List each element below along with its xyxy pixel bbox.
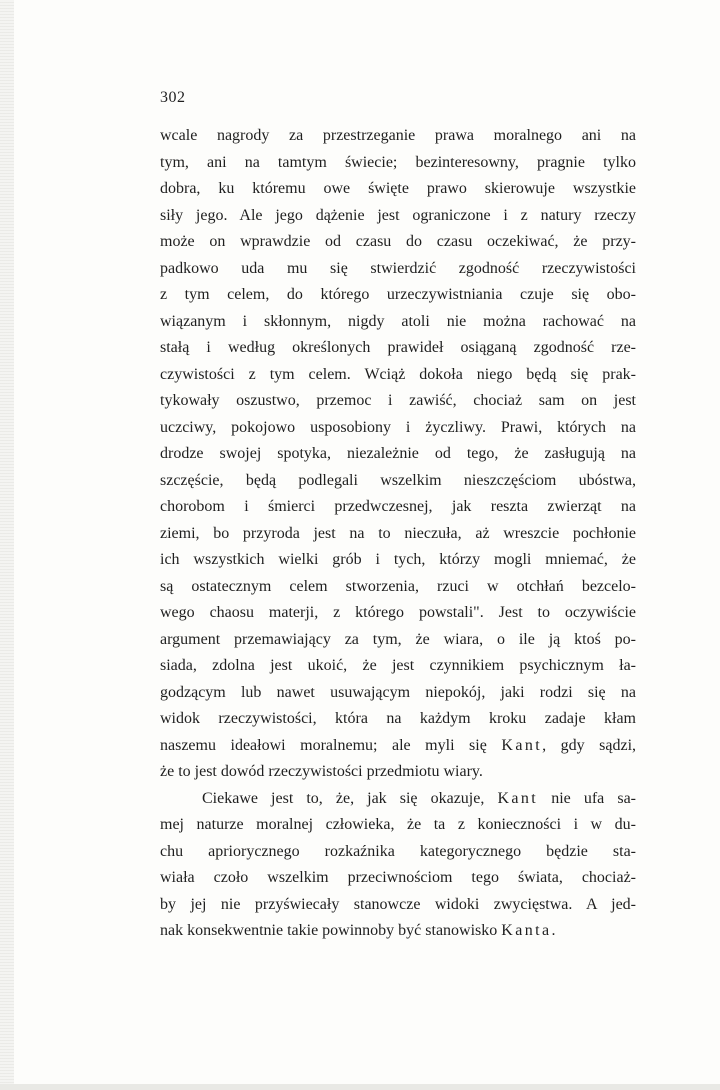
text-line: czywistości z tym celem. Wciąż dokoła niego będą się prak- (160, 365, 636, 383)
text-line: wiała czoło wszelkim przeciwnościom tego świata, chociaż- (160, 869, 636, 886)
spaced-name: Kant (497, 789, 539, 807)
spaced-name: Kant (501, 736, 543, 754)
text-line: że to jest dowód rzeczywistości przedmiotu wiary. (160, 763, 483, 780)
spaced-name: Kanta (501, 922, 552, 939)
text-line: by jej nie przyświecały stanowcze widoki zwycięstwa. A jed- (160, 895, 636, 913)
page-number: 302 (160, 89, 186, 106)
text-segment: nak konsekwentnie takie powinnoby być stanowisko (160, 922, 502, 939)
text-line (160, 733, 636, 760)
text-line: z tym celem, do którego urzeczywistniania czuje się obo- (160, 286, 636, 303)
text-line: siły jego. Ale jego dążenie jest ograniczone i z natury rzeczy (160, 206, 636, 224)
text-segment: . (551, 922, 556, 939)
text-line: wcale nagrody za przestrzeganie prawa moralnego ani na (160, 127, 636, 144)
text-line: dobra, ku któremu owe święte prawo skierowuje wszystkie (160, 180, 636, 197)
text-line: mej naturze moralnej człowieka, że ta z konieczności i w du- (160, 816, 636, 833)
paragraph (160, 786, 636, 945)
scan-edge-left (0, 0, 14, 1090)
text-line (160, 918, 636, 945)
text-line: chorobom i śmierci przedwczesnej, jak reszta zwierząt na (160, 498, 636, 515)
text-line: godzącym lub nawet usuwającym niepokój, jaki rodzi się na (160, 683, 636, 701)
text-line: drodze swojej spotyka, niezależnie od tego, że zasługują na (160, 445, 636, 462)
text-line: może on wprawdzie od czasu do czasu oczekiwać, że przy- (160, 233, 636, 250)
text-line: widok rzeczywistości, która na każdym kroku zadaje kłam (160, 710, 636, 727)
text-line: siada, zdolna jest ukoić, że jest czynnikiem psychicznym ła- (160, 657, 636, 674)
text-line: tykowały oszustwo, przemoc i zawiść, chociaż sam on jest (160, 392, 636, 409)
body-text (160, 123, 636, 945)
text-line (160, 786, 636, 813)
text-line: wego chaosu materji, z którego powstali". Jest to oczywiście (160, 604, 636, 621)
text-line: tym, ani na tamtym świecie; bezinteresowny, pragnie tylko (160, 153, 636, 171)
text-line: chu apriorycznego rozkaźnika kategorycznego będzie sta- (160, 842, 636, 860)
text-line: są ostatecznym celem stworzenia, rzuci w otchłań bezcelo- (160, 577, 636, 595)
text-segment: Ciekawe jest to, że, jak się okazuje, (202, 789, 498, 807)
text-line: ziemi, bo przyroda jest na to nieczuła, aż wreszcie pochłonie (160, 524, 636, 542)
paragraph (160, 123, 636, 786)
text-segment: naszemu ideałowi moralnemu; ale myli się (160, 736, 502, 754)
text-line: stałą i według określonych prawideł osiąganą zgodność rze- (160, 339, 636, 356)
text-line: ich wszystkich wielki grób i tych, którzy mogli mniemać, że (160, 551, 636, 568)
text-segment: nie ufa sa- (538, 789, 636, 807)
text-line: szczęście, będą podlegali wszelkim nieszczęściom ubóstwa, (160, 471, 636, 489)
text-line: uczciwy, pokojowo usposobiony i życzliwy. Prawi, których na (160, 418, 636, 436)
text-line: padkowo uda mu się stwierdzić zgodność rzeczywistości (160, 259, 636, 277)
text-line: argument przemawiający za tym, że wiara, o ile ją ktoś po- (160, 630, 636, 648)
scan-edge-bottom (0, 1084, 720, 1090)
text-line: wiązanym i skłonnym, nigdy atoli nie można rachować na (160, 312, 636, 330)
text-segment: , gdy sądzi, (542, 736, 636, 754)
